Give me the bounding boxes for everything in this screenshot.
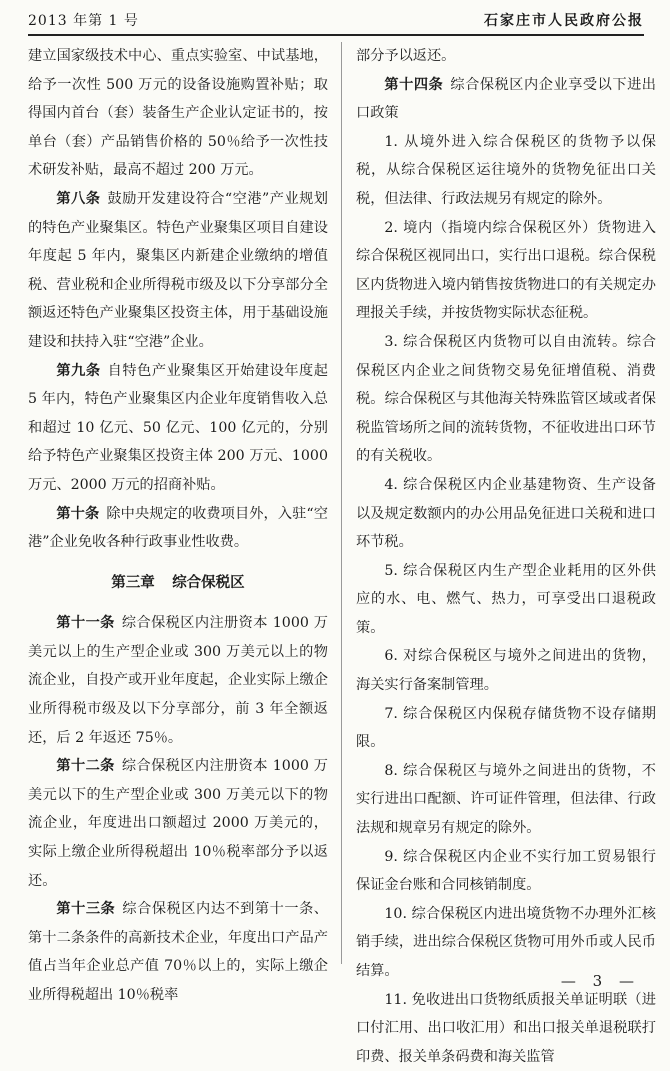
article-text: 鼓励开发建设符合“空港”产业规划的特色产业聚集区。特色产业聚集区项目自建设年度起 5 年内，聚集区内新建企业缴纳的增值税、营业税和企业所得税市级及以下分享部分全额返还特色产业聚集区投资主体，用于基础设施建设和扶持入驻“空港”企业。 [28,190,328,350]
list-item: 8. 综合保税区与境外之间进出的货物，不实行进出口配额、许可证件管理，但法律、行政法规和规章另有规定的除外。 [356,762,656,837]
list-item: 5. 综合保税区内生产型企业耗用的区外供应的水、电、燃气、热力，可享受出口退税政策。 [356,562,656,636]
article-10 [28,500,328,557]
article-label: 第十三条 [56,901,116,918]
article-14 [356,71,656,128]
left-column [28,42,328,1010]
article-text: 综合保税区内注册资本 1000 万美元以上的生产型企业或 300 万美元以上的物流企业，自投产或开业年度起，企业实际上缴企业所得税市级及以下分享部分，前 3 年全额返还，后 2 年返还 75％。 [28,615,328,746]
article-label: 第八条 [56,190,101,207]
article-label: 第十条 [56,505,100,522]
article-text: 除中央规定的收费项目外，入驻“空港”企业免收各种行政事业性收费。 [28,505,328,551]
article-text: 综合保税区内注册资本 1000 万美元以下的生产型企业或 300 万美元以下的物流企业，年度进出口额超过 2000 万美元的，实际上缴企业所得税超出 10％税率部分予以返还。 [28,758,328,889]
article-12 [28,752,328,895]
right-column [356,42,656,1071]
list-item: 9. 综合保税区内企业不实行加工贸易银行保证金台账和合同核销制度。 [356,848,656,894]
column-divider [341,42,342,964]
list-item: 2. 境内（指境内综合保税区外）货物进入综合保税区视同出口，实行出口退税。综合保税区内货物进入境内销售按货物进口的有关规定办理报关手续，并按货物实际状态征税。 [356,219,656,322]
list-item: 4. 综合保税区内企业基建物资、生产设备以及规定数额内的办公用品免征进口关税和进口环节税。 [356,476,656,551]
list-item: 11. 免收进出口货物纸质报关单证明联（进口付汇用、出口收汇用）和出口报关单退税联打印费、报关单条码费和海关监管 [356,991,656,1065]
article-text: 自特色产业聚集区开始建设年度起 5 年内，特色产业聚集区内企业年度销售收入总和超过 10 亿元、50 亿元、100 亿元的，分别给予特色产业聚集区投资主体 200 万元、1000 万元、2000 万元的招商补贴。 [28,362,328,493]
list-item: 7. 综合保税区内保税存储货物不设存储期限。 [356,705,656,751]
chapter-number: 第三章 [111,573,155,591]
list-item: 3. 综合保税区内货物可以自由流转。综合保税区内企业之间货物交易免征增值税、消费税。综合保税区与其他海关特殊监管区域或者保税监管场所之间的流转货物，不征收进出口环节的有关税收。 [356,333,656,465]
list-item: 1. 从境外进入综合保税区的货物予以保税，从综合保税区运往境外的货物免征出口关税，但法律、行政法规另有规定的除外。 [356,133,656,207]
article-11 [28,609,328,752]
paragraph: 部分予以返还。 [356,48,456,64]
paragraph: 建立国家级技术中心、重点实验室、中试基地，给予一次性 500 万元的设备设施购置补贴；取得国内首台（套）装备生产企业认定证书的，按单台（套）产品销售价格的 50％给予一次性技术研发补贴，最高不超过 200 万元。 [28,48,328,179]
publication-title: 石家庄市人民政府公报 [484,13,644,29]
article-text: 综合保税区内企业享受以下进出口政策 [356,76,656,122]
article-8 [28,185,328,357]
page-header [28,8,644,36]
issue-label: 2013 年第 1 号 [28,13,139,29]
article-label: 第十四条 [384,76,444,93]
article-9 [28,357,328,500]
article-label: 第九条 [56,362,101,379]
chapter-title: 综合保税区 [172,573,245,591]
list-item: 10. 综合保税区内进出境货物不办理外汇核销手续，进出综合保税区货物可用外币或人民币结算。 [356,905,656,979]
article-13 [28,895,328,1009]
article-label: 第十二条 [56,758,115,775]
article-text: 综合保税区内达不到第十一条、第十二条条件的高新技术企业，年度出口产品产值占当年企业总产值 70％以上的，实际上缴企业所得税超出 10％税率 [28,901,328,1003]
chapter-heading [28,569,328,598]
page-number: — 3 — [560,972,640,990]
list-item: 6. 对综合保税区与境外之间进出的货物，海关实行备案制管理。 [356,648,656,694]
article-label: 第十一条 [56,615,115,632]
